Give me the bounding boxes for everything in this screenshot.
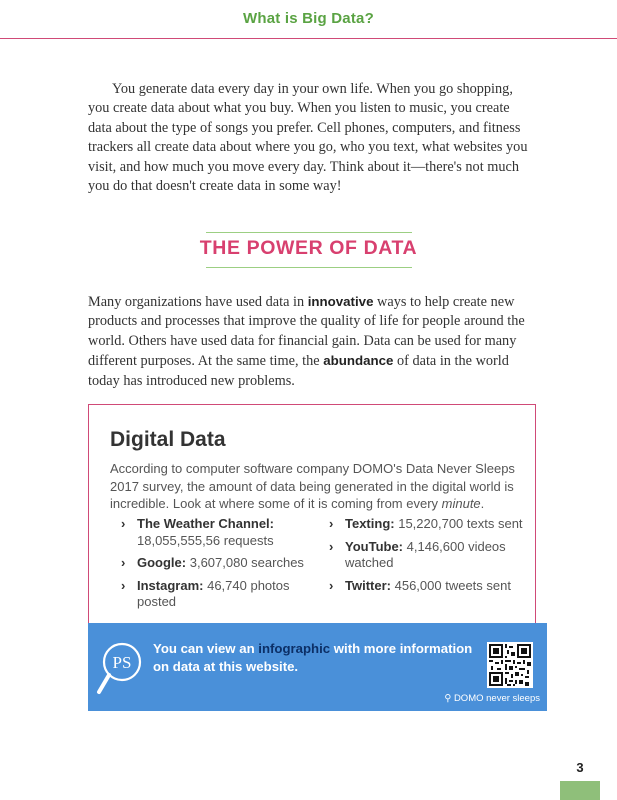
intro-paragraph: You generate data every day in your own life. When you go shopping, you create data about what you buy. When you listen to music, you create data about the type of songs you prefer. Cell phones, computers, and fitness trackers all create data about where you go, who you text, what websites you visit, and how much you move every day. Think about it—there's not much you do that doesn't create data in some way! (88, 81, 528, 195)
stat-item-youtube: › YouTube: 4,146,600 videos watched (329, 538, 506, 570)
chevron-right-icon: › (329, 577, 334, 593)
stats-left-column (121, 516, 321, 617)
chevron-right-icon: › (121, 516, 126, 531)
glossary-term-innovative: innovative (307, 294, 374, 309)
magnifier-ps-icon (96, 640, 144, 698)
sidebar-title: Digital Data (110, 428, 226, 451)
section-rule-top (206, 232, 412, 233)
sidebar-description: According to computer software company DOMO's Data Never Sleeps 2017 survey, the amount of data being generated in the digital world is incredible. Look at where some of it is coming from every minute. (110, 461, 515, 511)
body-paragraph: Many organizations have used data in innovative ways to help create new products and processes that improve the quality of life for people around the world. Others have used data for financial gain. Data can be used for many different purposes. At the same time, the abundance of data in the world today has introduced new problems. (88, 294, 525, 389)
running-header: What is Big Data? (243, 10, 374, 27)
search-icon: ⚲ (444, 693, 454, 704)
glossary-term-abundance: abundance (323, 353, 394, 369)
qr-code-icon[interactable] (487, 642, 533, 688)
section-title: THE POWER OF DATA (199, 237, 418, 259)
section-rule-bottom (206, 267, 412, 268)
page-tab (560, 781, 600, 800)
stat-item-instagram: › Instagram: 46,740 photos posted (121, 577, 290, 609)
qr-caption: ⚲ DOMO never sleeps (444, 693, 540, 704)
chevron-right-icon: › (121, 555, 126, 570)
glossary-term-infographic: infographic (258, 641, 331, 656)
stats-right-column (329, 516, 529, 600)
svg-text:PS: PS (112, 653, 132, 672)
page-number: 3 (576, 760, 584, 775)
chevron-right-icon: › (121, 577, 126, 593)
ps-callout-text: You can view an infographic with more information on data at this website. (153, 641, 473, 674)
stat-item-twitter: › Twitter: 456,000 tweets sent (329, 577, 511, 593)
stat-item-google: › Google: 3,607,080 searches (121, 555, 304, 570)
chevron-right-icon: › (329, 538, 334, 554)
stat-item-texting: › Texting: 15,220,700 texts sent (329, 516, 523, 531)
header-rule (0, 38, 617, 39)
stat-item-weather-channel: › The Weather Channel: 18,055,555,56 requests (121, 516, 275, 548)
chevron-right-icon: › (329, 516, 334, 531)
